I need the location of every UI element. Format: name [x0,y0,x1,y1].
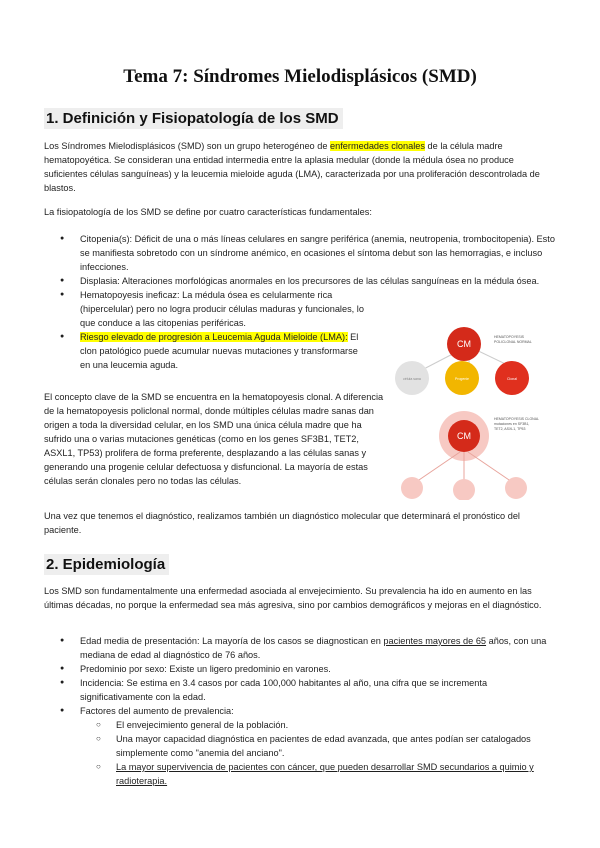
sublist-item [80,718,556,732]
intro-text-pre: Los Síndromes Mielodisplásicos (SMD) son un grupo heterogéneo de [44,141,330,151]
list-item [44,676,556,704]
clonal-diagram [388,410,560,500]
underlined-text: pacientes mayores de 65 [383,636,487,646]
item-text: El envejecimiento general de la población. [116,720,289,730]
item-label: Displasia [80,276,118,286]
highlight-progression-risk: Riesgo elevado de progresión a Leucemia Aguda Mieloide (LMA): [80,332,348,342]
note-line: HEMATOPOYESIS CLONAL [494,417,539,421]
highlight-clonal-diseases: enfermedades clonales [330,141,425,151]
stem-cell-label: CM [457,431,471,441]
section-heading-definition: 1. Definición y Fisiopatología de los SMD [44,108,343,129]
note-line: mutaciones en SF3B1, [494,422,530,426]
clonal-progeny-circle [453,479,475,500]
item-text: : Déficit de una o más líneas celulares en sangre periférica (anemia, neutropenia, trombocitopenia). Esto se manifiesta sobretodo con un síndrome anémico, en ocasiones el síntoma debut son las hemorragias, e incluso infecciones. [80,234,555,272]
healthy-cell-label: célula sana [403,377,421,381]
list-item [44,662,556,676]
epidemiology-list [44,634,556,788]
connector-line [468,452,512,482]
list-item [44,330,370,372]
item-text: El clon patológico puede acumular nuevas mutaciones y transformarse en una leucemia aguda. [80,332,359,370]
list-item [44,288,370,330]
underlined-text: La mayor supervivencia de pacientes con cáncer, que pueden desarrollar SMD secundarios a quimio y radioterapia. [116,762,534,786]
stem-cell-label: CM [457,339,471,349]
note-line: POLICLONAL NORMAL [494,340,532,344]
fisiopatologia-paragraph: La fisiopatología de los SMD se define por cuatro características fundamentales: [44,207,372,217]
diagnosis-paragraph: Una vez que tenemos el diagnóstico, realizamos también un diagnóstico molecular que determinará el pronóstico del paciente. [44,511,520,535]
item-text: Edad media de presentación: La mayoría de los casos se diagnostican en [80,636,384,646]
epidemiology-paragraph: Los SMD son fundamentalmente una enfermedad asociada al envejecimiento. Su prevalencia ha ido en aumento en las últimas décadas, no porque la enfermedad sea más agresiva, sino por cambios demográficos y mejoras en el diagnóstico. [44,586,542,610]
list-item [44,232,556,274]
sublist-item [80,732,556,760]
item-text: : Alteraciones morfológicas anormales en los precursores de las células sanguíneas en la médula ósea. [117,276,540,286]
intro-paragraph [44,139,556,195]
item-label: Citopenia(s) [80,234,130,244]
section-heading-epidemiology: 2. Epidemiología [44,554,169,575]
connector-line [416,452,460,482]
list-item [44,634,556,662]
item-text: Incidencia: Se estima en 3.4 casos por cada 100,000 habitantes al año, una cifra que se incrementa significativamente con la edad. [80,678,488,702]
factors-sublist [80,718,556,788]
item-text: años, con una mediana de edad al diagnóstico de 76 años. [80,636,547,660]
sublist-item [80,760,556,788]
item-text: : La médula ósea es celularmente rica (hipercelular) pero no logra producir células maduras y funcionales, lo que conduce a las citopenias periféricas. [80,290,364,328]
clonal-label: Clonal [507,377,517,381]
page-title: Tema 7: Síndromes Mielodisplásicos (SMD) [123,66,477,87]
clonal-progeny-circle [401,477,423,499]
policlonal-diagram [388,318,560,398]
clonal-paragraph: El concepto clave de la SMD se encuentra en la hematopoyesis clonal. A diferencia de la hematopoyesis policlonal normal, donde múltiples células madre sanas dan origen a toda la diversidad celular, en los SMD una única célula madre que ha sufrido una o varias mutaciones genéticas (como en los genes SF3B1, TET2, ASXL1, TP53) prolifera de forma preferente, desplazando a las células sanas y generando una progenie celular defectuosa y disfuncional. La mayoría de estas células serán clonales pero no todas las células. [44,392,384,486]
clonal-progeny-circle [505,477,527,499]
progeny-label: Progenie [454,377,470,381]
list-item [44,274,556,288]
item-text: Una mayor capacidad diagnóstica en pacientes de edad avanzada, que antes podían ser catalogados simplemente como "anemia del anciano". [116,734,531,758]
item-text: Factores del aumento de prevalencia: [80,706,234,716]
item-label: Hematopoyesis ineficaz [80,290,178,300]
list-item [44,704,556,788]
intro-text-post: de la célula madre hematopoyética. Se consideran una entidad intermedia entre la aplasia medular (donde la médula ósea no produce suficientes células sanguíneas) y la leucemia mieloide aguda (LMA), caracterizada por una proliferación descontrolada de blastos. [44,141,540,193]
item-text: Predominio por sexo: Existe un ligero predominio en varones. [80,664,331,674]
note-line: TET2, ASXL1, TP53 [494,427,526,431]
note-line: HEMATOPOYESIS [494,335,525,339]
